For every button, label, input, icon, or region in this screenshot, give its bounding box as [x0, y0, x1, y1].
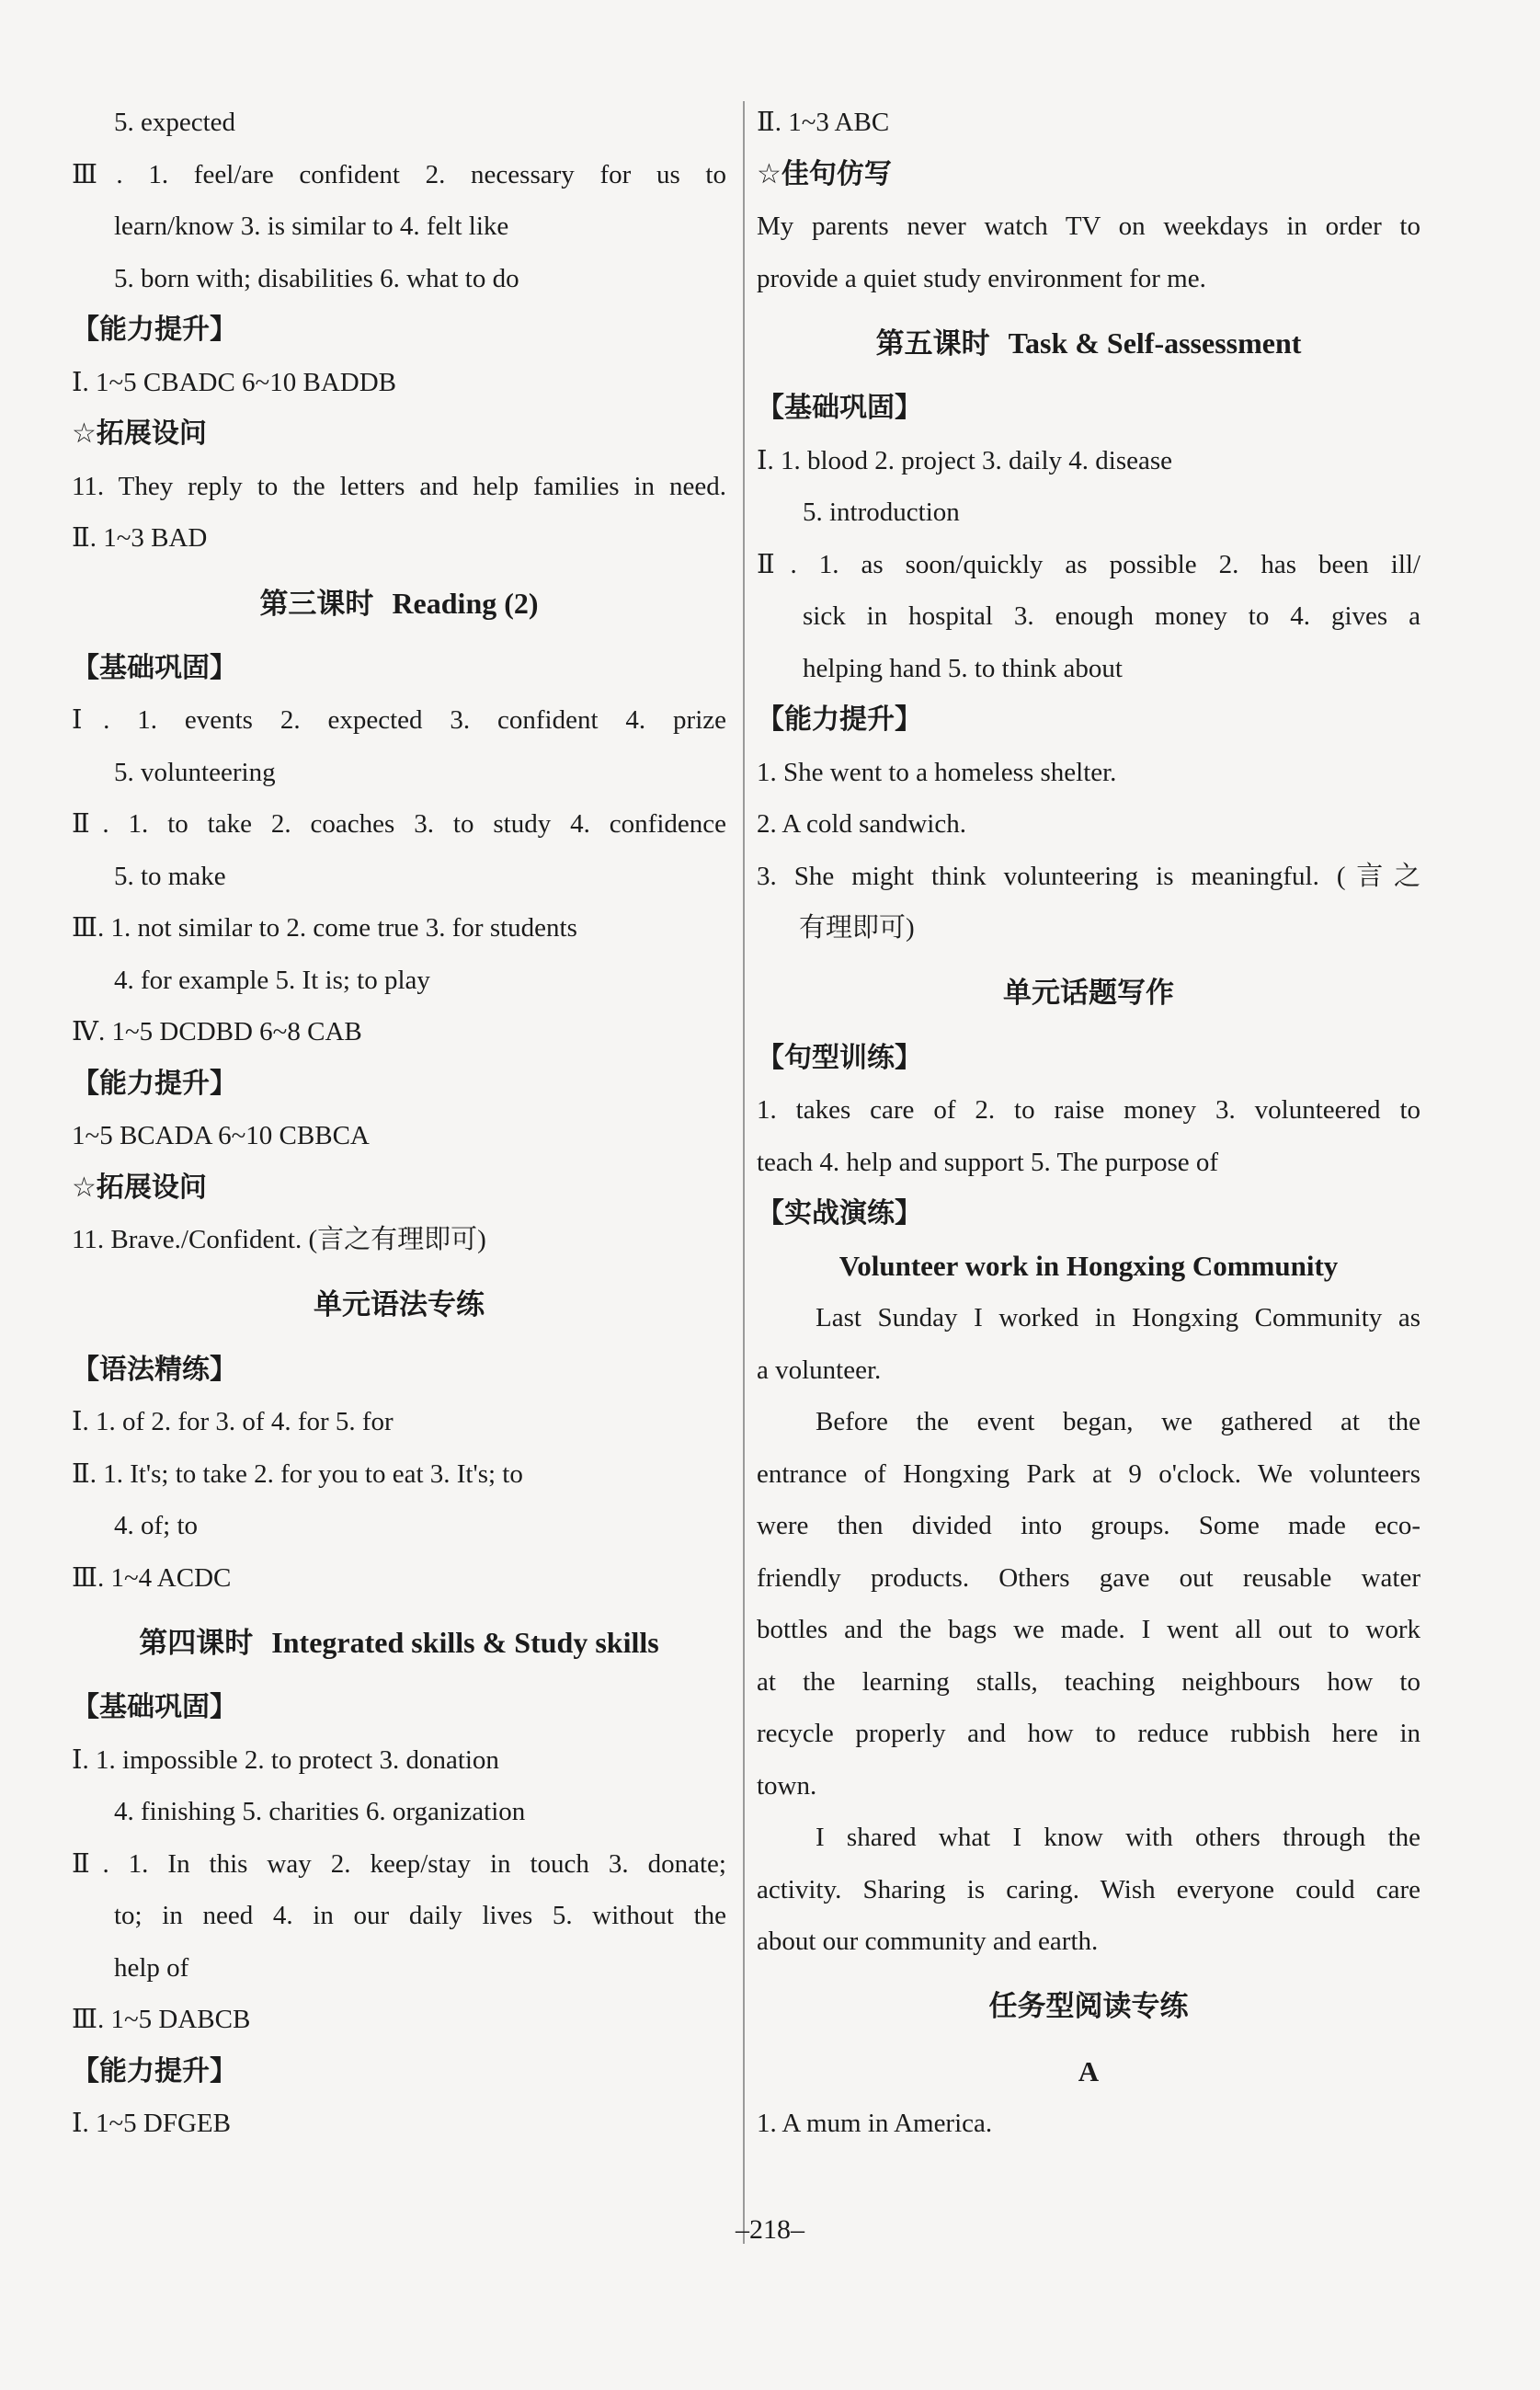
lesson-title-cn: 第四课时	[139, 1627, 254, 1660]
answer-line: teach 4. help and support 5. The purpose of	[757, 1147, 1219, 1177]
answer-line: 2. A cold sandwich.	[757, 809, 966, 839]
essay-line: about our community and earth.	[757, 1927, 1099, 1956]
section-heading: 【能力提升】	[757, 703, 922, 736]
passage-label: A	[1078, 2054, 1100, 2087]
answer-line: Ⅳ. 1~5 DCDBD 6~8 CAB	[72, 1017, 362, 1046]
answer-line: helping hand 5. to think about	[803, 653, 1123, 683]
essay-line: at the learning stalls, teaching neighbours how to	[757, 1666, 1420, 1697]
answer-line: to; in need 4. in our daily lives 5. without the	[114, 1901, 726, 1930]
essay-line: a volunteer.	[757, 1355, 882, 1385]
answer-line: 5. born with; disabilities 6. what to do	[114, 263, 519, 293]
answer-line: 5. introduction	[803, 497, 960, 527]
answer-line: Ⅰ. 1. impossible 2. to protect 3. donation	[72, 1744, 499, 1775]
answer-line: 1. A mum in America.	[757, 2109, 993, 2138]
essay-line: activity. Sharing is caring. Wish everyone could care	[757, 1874, 1420, 1904]
answer-line: Ⅱ. 1~3 BAD	[72, 523, 208, 553]
answer-line: My parents never watch TV on weekdays in order to	[757, 212, 1420, 241]
page-number: –218–	[736, 2214, 804, 2245]
answer-line: help of	[114, 1952, 189, 1983]
section-heading: 【句型训练】	[757, 1041, 922, 1074]
column-divider	[743, 101, 745, 2244]
essay-line: recycle properly and how to reduce rubbish here in	[757, 1719, 1420, 1748]
essay-line: were then divided into groups. Some made eco-	[757, 1511, 1420, 1540]
essay-line: Last Sunday I worked in Hongxing Community as	[816, 1303, 1420, 1332]
essay-line: town.	[757, 1770, 817, 1801]
lesson-title-en: Task & Self-assessment	[1008, 326, 1302, 360]
section-heading: 【语法精练】	[72, 1353, 237, 1386]
essay-line: entrance of Hongxing Park at 9 o'clock. We volunteers	[757, 1458, 1420, 1489]
answer-line: 有理即可)	[799, 913, 915, 943]
essay-line: friendly products. Others gave out reusable water	[757, 1562, 1420, 1593]
answer-line: Ⅲ. 1~4 ACDC	[72, 1562, 232, 1593]
lesson-title-en: Integrated skills & Study skills	[271, 1626, 659, 1659]
section-heading: 【实战演练】	[757, 1197, 922, 1229]
answer-line: provide a quiet study environment for me.	[757, 263, 1206, 293]
lesson-title	[72, 1604, 726, 1682]
answer-line: 5. expected	[114, 108, 236, 137]
answer-line: Ⅱ. 1~3 ABC	[757, 108, 890, 137]
section-heading: 【基础巩固】	[72, 651, 237, 684]
answer-line: 5. to make	[114, 861, 226, 891]
lesson-title: 任务型阅读专练	[988, 1989, 1189, 2023]
answer-line: Ⅲ. 1. not similar to 2. come true 3. for students	[72, 913, 577, 943]
answer-line: Ⅱ. 1. as soon/quickly as possible 2. has been ill/	[757, 549, 1420, 579]
section-heading: ☆拓展设问	[72, 417, 207, 450]
answer-line: Ⅰ. 1. events 2. expected 3. confident 4. prize	[72, 705, 726, 735]
essay-line: Before the event began, we gathered at the	[816, 1407, 1420, 1436]
answer-line: Ⅰ. 1. blood 2. project 3. daily 4. disease	[757, 445, 1173, 475]
right-column	[757, 97, 1420, 2150]
answer-line: Ⅱ. 1. It's; to take 2. for you to eat 3. It's; to	[72, 1458, 523, 1489]
lesson-title-cn: 第五课时	[875, 327, 990, 360]
section-heading: 【能力提升】	[72, 1067, 237, 1100]
lesson-title-cn: 第三课时	[259, 587, 374, 621]
answer-line: Ⅱ. 1. to take 2. coaches 3. to study 4. confidence	[72, 809, 726, 839]
answer-line: Ⅲ. 1. feel/are confident 2. necessary for us to	[72, 159, 726, 189]
answer-line: Ⅰ. 1. of 2. for 3. of 4. for 5. for	[72, 1407, 394, 1436]
answer-line: 11. Brave./Confident. (言之有理即可)	[72, 1225, 486, 1254]
answer-line: 5. volunteering	[114, 757, 276, 787]
answer-line: Ⅱ. 1. In this way 2. keep/stay in touch 3. donate;	[72, 1848, 726, 1879]
essay-line: I shared what I know with others through the	[816, 1823, 1420, 1852]
answer-line: 4. for example 5. It is; to play	[114, 965, 430, 995]
answer-line: 4. of; to	[114, 1511, 199, 1540]
section-heading: ☆拓展设问	[72, 1171, 207, 1204]
answer-line: Ⅲ. 1~5 DABCB	[72, 2005, 251, 2034]
answer-line: Ⅰ. 1~5 CBADC 6~10 BADDB	[72, 367, 397, 397]
answer-line: Ⅰ. 1~5 DFGEB	[72, 2109, 231, 2138]
section-heading: 【能力提升】	[72, 314, 237, 346]
section-heading: ☆佳句仿写	[757, 157, 892, 190]
section-heading: 【基础巩固】	[72, 1691, 237, 1723]
answer-line: learn/know 3. is similar to 4. felt like	[114, 212, 509, 241]
answer-line: 4. finishing 5. charities 6. organization	[114, 1797, 526, 1826]
lesson-title-en: Reading (2)	[392, 586, 539, 620]
answer-line: 3. She might think volunteering is meaningful. (言之	[757, 861, 1420, 891]
answer-line: 11. They reply to the letters and help families in need.	[72, 471, 726, 501]
answer-line: sick in hospital 3. enough money to 4. gives a	[803, 601, 1420, 631]
lesson-title: 单元话题写作	[1003, 976, 1174, 1010]
essay-line: bottles and the bags we made. I went all out to work	[757, 1615, 1420, 1644]
lesson-title	[72, 565, 726, 643]
essay-title: Volunteer work in Hongxing Community	[838, 1249, 1339, 1282]
lesson-title: 单元语法专练	[314, 1287, 485, 1321]
answer-line: 1~5 BCADA 6~10 CBBCA	[72, 1121, 370, 1150]
left-column	[72, 97, 726, 2150]
section-heading: 【能力提升】	[72, 2054, 237, 2087]
section-heading: 【基础巩固】	[757, 392, 922, 424]
answer-line: 1. She went to a homeless shelter.	[757, 757, 1117, 787]
lesson-title	[757, 304, 1420, 383]
answer-line: 1. takes care of 2. to raise money 3. volunteered to	[757, 1095, 1420, 1125]
